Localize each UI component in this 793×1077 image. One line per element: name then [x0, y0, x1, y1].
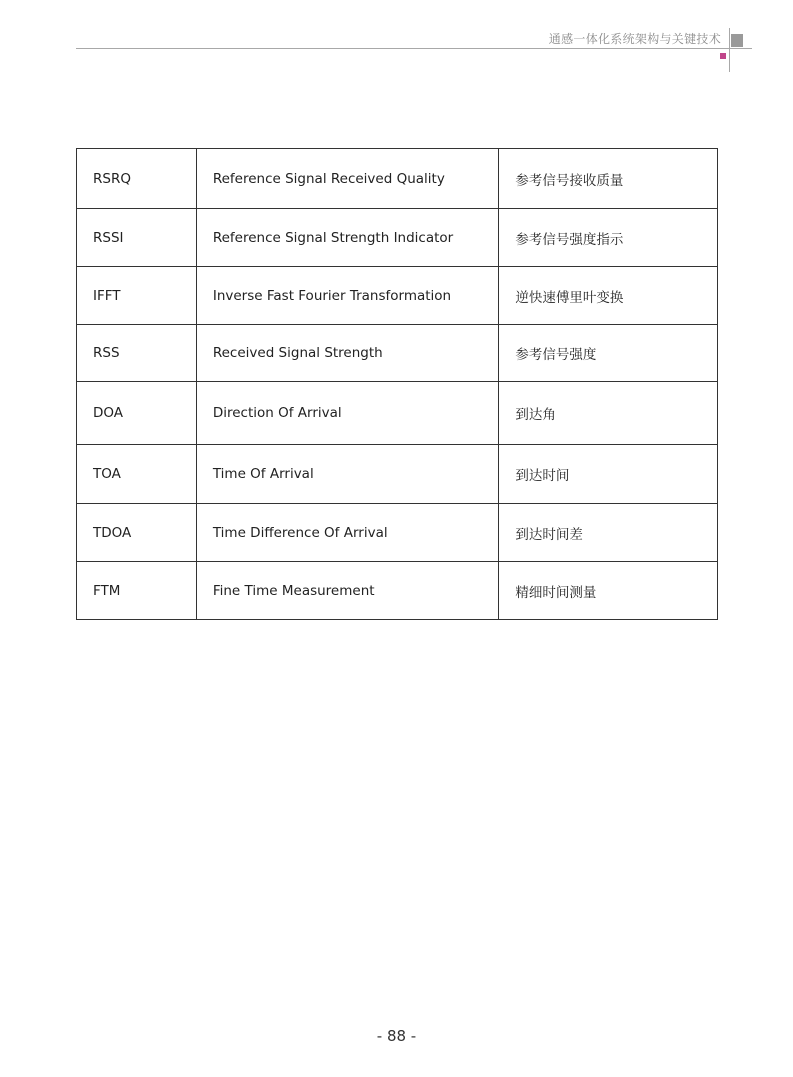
chinese-term-cell: 精细时间测量: [499, 562, 718, 620]
abbreviation-cell: TOA: [77, 445, 197, 504]
chinese-term-cell: 到达角: [499, 382, 718, 445]
abbreviation-cell: RSSI: [77, 209, 197, 267]
page-number: - 88 -: [376, 1027, 417, 1045]
full-term-cell: Reference Signal Received Quality: [196, 149, 499, 209]
chinese-term-cell: 参考信号接收质量: [499, 149, 718, 209]
abbreviation-cell: RSS: [77, 325, 197, 382]
header-rule: [76, 48, 752, 49]
header-pink-square-ornament: [720, 53, 726, 59]
chinese-term-cell: 逆快速傅里叶变换: [499, 267, 718, 325]
table-row: [77, 325, 718, 382]
chinese-term-cell: 到达时间差: [499, 504, 718, 562]
table-row: [77, 382, 718, 445]
full-term-cell: Reference Signal Strength Indicator: [196, 209, 499, 267]
abbreviation-cell: TDOA: [77, 504, 197, 562]
abbreviation-cell: RSRQ: [77, 149, 197, 209]
table-row: [77, 149, 718, 209]
full-term-cell: Direction Of Arrival: [196, 382, 499, 445]
full-term-cell: Received Signal Strength: [196, 325, 499, 382]
chinese-term-cell: 参考信号强度指示: [499, 209, 718, 267]
table-row: [77, 445, 718, 504]
abbreviation-cell: IFFT: [77, 267, 197, 325]
header-vertical-line: [729, 28, 730, 72]
abbreviation-cell: DOA: [77, 382, 197, 445]
table-row: [77, 267, 718, 325]
full-term-cell: Fine Time Measurement: [196, 562, 499, 620]
full-term-cell: Time Difference Of Arrival: [196, 504, 499, 562]
abbreviation-cell: FTM: [77, 562, 197, 620]
abbreviation-table: [76, 148, 718, 620]
chinese-term-cell: 参考信号强度: [499, 325, 718, 382]
header-gray-square-ornament: [731, 34, 743, 47]
table-row: [77, 562, 718, 620]
full-term-cell: Inverse Fast Fourier Transformation: [196, 267, 499, 325]
full-term-cell: Time Of Arrival: [196, 445, 499, 504]
table-row: [77, 209, 718, 267]
table-row: [77, 504, 718, 562]
running-header-title: 通感一体化系统架构与关键技术: [548, 32, 721, 46]
chinese-term-cell: 到达时间: [499, 445, 718, 504]
